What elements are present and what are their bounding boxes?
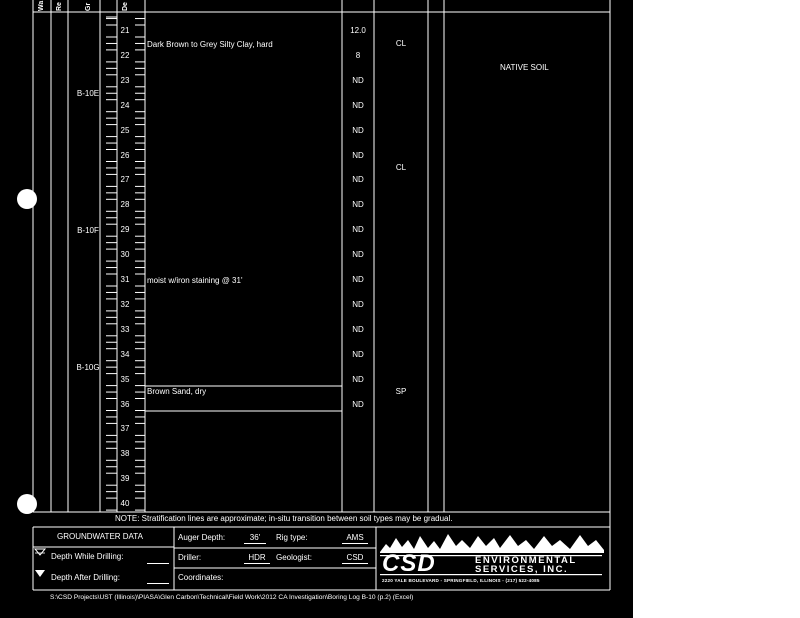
description-iron-staining: moist w/iron staining @ 31' bbox=[147, 276, 243, 285]
depth-label: 37 bbox=[120, 424, 130, 434]
company-line1: ENVIRONMENTAL bbox=[475, 555, 577, 566]
depth-label: 24 bbox=[120, 100, 130, 110]
binder-hole-top bbox=[17, 189, 37, 209]
col-header-water: Wa bbox=[38, 0, 45, 11]
sample-id-b10g: B-10G bbox=[76, 363, 100, 372]
depth-after-drilling-label: Depth After Drilling: bbox=[51, 573, 120, 582]
depth-label: 34 bbox=[120, 349, 130, 359]
groundwater-title: GROUNDWATER DATA bbox=[57, 532, 143, 541]
rig-type-value: AMS bbox=[342, 533, 368, 544]
depth-label: 21 bbox=[120, 26, 130, 35]
uscs-cl-1: CL bbox=[395, 39, 407, 48]
description-silty-clay: Dark Brown to Grey Silty Clay, hard bbox=[147, 40, 273, 49]
pid-reading: ND bbox=[352, 324, 364, 334]
depth-label: 27 bbox=[120, 175, 130, 185]
uscs-sp: SP bbox=[395, 387, 407, 396]
depth-while-drilling-label: Depth While Drilling: bbox=[51, 552, 124, 561]
depth-after-drilling-field bbox=[147, 583, 169, 584]
coordinates-label: Coordinates: bbox=[178, 573, 224, 582]
description-brown-sand: Brown Sand, dry bbox=[147, 387, 207, 396]
pid-reading: ND bbox=[352, 275, 364, 284]
depth-label: 25 bbox=[120, 125, 130, 135]
company-address: 2220 YALE BOULEVARD - SPRINGFIELD, ILLINOIS - (217) 522-4085 bbox=[382, 578, 540, 583]
depth-label: 28 bbox=[120, 200, 130, 210]
binder-hole-bottom bbox=[17, 494, 37, 514]
pid-reading: 12.0 bbox=[350, 26, 366, 35]
sample-id-b10e: B-10E bbox=[76, 89, 100, 98]
auger-depth-value: 36' bbox=[244, 533, 266, 544]
pid-reading: ND bbox=[352, 225, 364, 235]
pid-reading: ND bbox=[352, 125, 364, 135]
col-header-depth: De bbox=[122, 2, 129, 11]
pid-reading: ND bbox=[352, 374, 364, 384]
remark-native-soil: NATIVE SOIL bbox=[500, 63, 549, 72]
pid-reading: ND bbox=[352, 100, 364, 110]
depth-label: 39 bbox=[120, 474, 130, 484]
sample-id-b10f: B-10F bbox=[77, 226, 99, 235]
file-path-footer: S:\CSD Projects\UST (Illinois)\PIASA\Glen Carbon\Technical\Field Work\2012 CA Investigation\Boring Log B-10 (p.2) (Excel) bbox=[50, 594, 414, 601]
pid-reading: ND bbox=[352, 349, 364, 359]
pid-reading: ND bbox=[352, 150, 364, 160]
company-logo-name: CSD bbox=[382, 550, 436, 577]
depth-label: 35 bbox=[120, 374, 130, 384]
depth-label: 40 bbox=[120, 499, 130, 509]
depth-label: 32 bbox=[120, 299, 130, 309]
col-header-graphic: Gr bbox=[85, 2, 92, 11]
pid-reading: ND bbox=[352, 399, 364, 409]
depth-label: 29 bbox=[120, 225, 130, 235]
driller-value: HDR bbox=[244, 553, 270, 564]
geologist-label: Geologist: bbox=[276, 553, 313, 562]
pid-reading: 8 bbox=[355, 50, 361, 60]
col-header-recovery: Re bbox=[56, 2, 63, 11]
depth-label: 30 bbox=[120, 250, 130, 260]
company-line2: SERVICES, INC. bbox=[475, 564, 569, 575]
depth-label: 22 bbox=[120, 50, 130, 60]
auger-depth-label: Auger Depth: bbox=[178, 533, 226, 542]
pid-reading: ND bbox=[352, 75, 364, 85]
rig-type-label: Rig type: bbox=[276, 533, 308, 542]
depth-label: 31 bbox=[120, 275, 130, 284]
depth-label: 33 bbox=[120, 324, 130, 334]
pid-reading: ND bbox=[352, 200, 364, 210]
uscs-cl-2: CL bbox=[395, 163, 407, 172]
depth-label: 26 bbox=[120, 150, 130, 160]
depth-while-drilling-field bbox=[147, 563, 169, 564]
depth-label: 38 bbox=[120, 449, 130, 459]
stratification-note: NOTE: Stratification lines are approximate; in-situ transition between soil types may be gradual. bbox=[115, 514, 453, 523]
geologist-value: CSD bbox=[342, 553, 368, 564]
pid-reading: ND bbox=[352, 299, 364, 309]
depth-label: 36 bbox=[120, 399, 130, 409]
pid-reading: ND bbox=[352, 250, 364, 260]
depth-label: 23 bbox=[120, 75, 130, 85]
pid-reading: ND bbox=[352, 175, 364, 185]
driller-label: Driller: bbox=[178, 553, 202, 562]
